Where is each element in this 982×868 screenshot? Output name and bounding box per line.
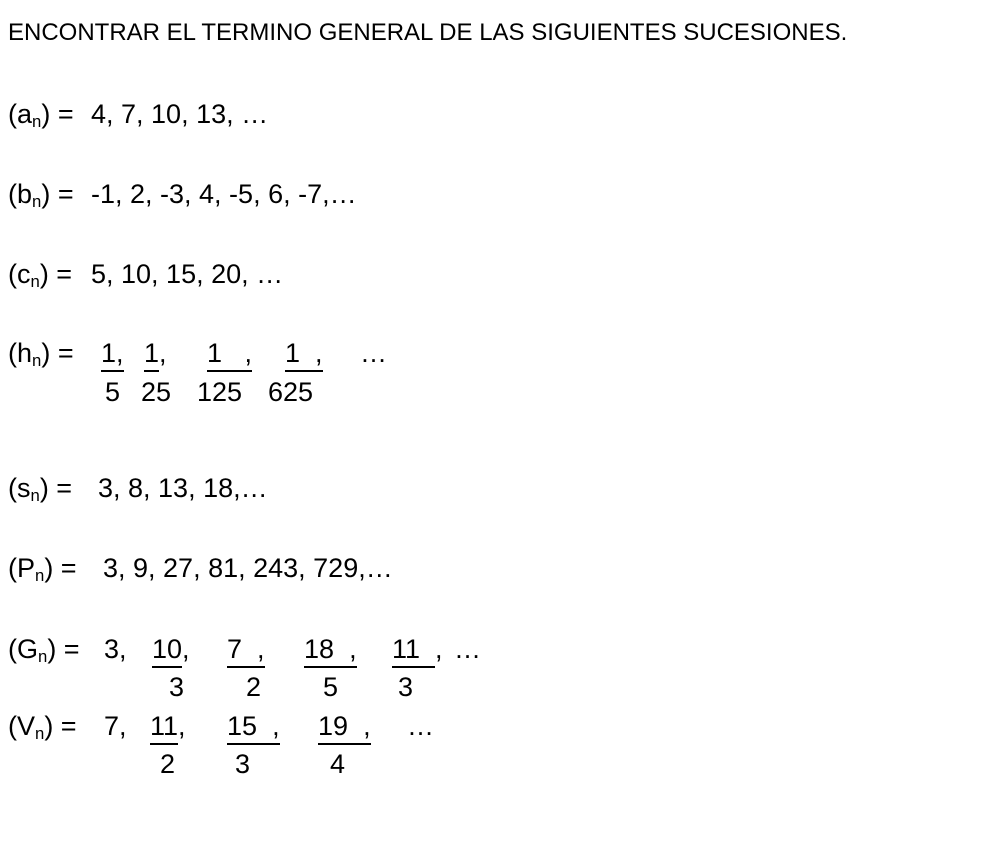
sequence-g-label: (Gn) = xyxy=(8,634,80,666)
sequence-g-numerator-1: 10, xyxy=(152,636,190,663)
sequence-b-label: (bn) = xyxy=(8,179,74,211)
sequence-h-label: (hn) = xyxy=(8,338,74,370)
page-title: ENCONTRAR EL TERMINO GENERAL DE LAS SIGUIENTES SUCESIONES. xyxy=(8,19,848,46)
sequence-g-denominator-2: 2 xyxy=(246,672,262,702)
sequence-v-denominator-3: 4 xyxy=(330,749,346,779)
sequence-g-ellipsis: … xyxy=(454,634,481,664)
sequence-p-label: (Pn) = xyxy=(8,553,77,585)
sequence-v-numerator-1: 11, xyxy=(150,713,186,740)
sequence-h-denominator-2: 25 xyxy=(141,377,172,407)
sequence-c-terms: 5, 10, 15, 20, … xyxy=(91,259,284,289)
sequence-h-numerator-3: 1 , xyxy=(207,340,252,367)
sequence-c-label: (cn) = xyxy=(8,259,73,291)
sequence-g-denominator-1: 3 xyxy=(169,672,185,702)
sequence-g-numerator-3: 18 , xyxy=(304,636,357,663)
sequence-h-denominator-3: 125 xyxy=(197,377,243,407)
sequence-s-terms: 3, 8, 13, 18,… xyxy=(98,473,268,503)
sequence-g-numerator-2: 7 , xyxy=(227,636,265,663)
sequence-a-terms: 4, 7, 10, 13, … xyxy=(91,99,269,129)
sequence-h-numerator-2: 1, xyxy=(144,340,167,367)
sequence-v-numerator-3: 19 , xyxy=(318,713,371,740)
sequence-g-denominator-3: 5 xyxy=(323,672,339,702)
sequence-v-ellipsis: … xyxy=(407,711,434,741)
sequence-v-label: (Vn) = xyxy=(8,711,77,743)
sequence-b-terms: -1, 2, -3, 4, -5, 6, -7,… xyxy=(91,179,357,209)
sequence-g-numerator-4: 11 , xyxy=(392,636,443,663)
sequence-g-first-term: 3, xyxy=(104,634,127,664)
sequence-h-numerator-1: 1, xyxy=(101,340,124,367)
sequence-s-label: (sn) = xyxy=(8,473,73,505)
sequence-h-numerator-4: 1 , xyxy=(285,340,323,367)
sequence-a-label: (an) = xyxy=(8,99,74,131)
sequence-h-denominator-4: 625 xyxy=(268,377,314,407)
sequence-v-numerator-2: 15 , xyxy=(227,713,280,740)
sequence-v-denominator-2: 3 xyxy=(235,749,251,779)
sequence-p-terms: 3, 9, 27, 81, 243, 729,… xyxy=(103,553,393,583)
sequence-v-denominator-1: 2 xyxy=(160,749,176,779)
sequence-h-ellipsis: … xyxy=(360,338,387,368)
sequence-v-first-term: 7, xyxy=(104,711,127,741)
sequence-h-denominator-1: 5 xyxy=(105,377,121,407)
sequence-g-denominator-4: 3 xyxy=(398,672,414,702)
